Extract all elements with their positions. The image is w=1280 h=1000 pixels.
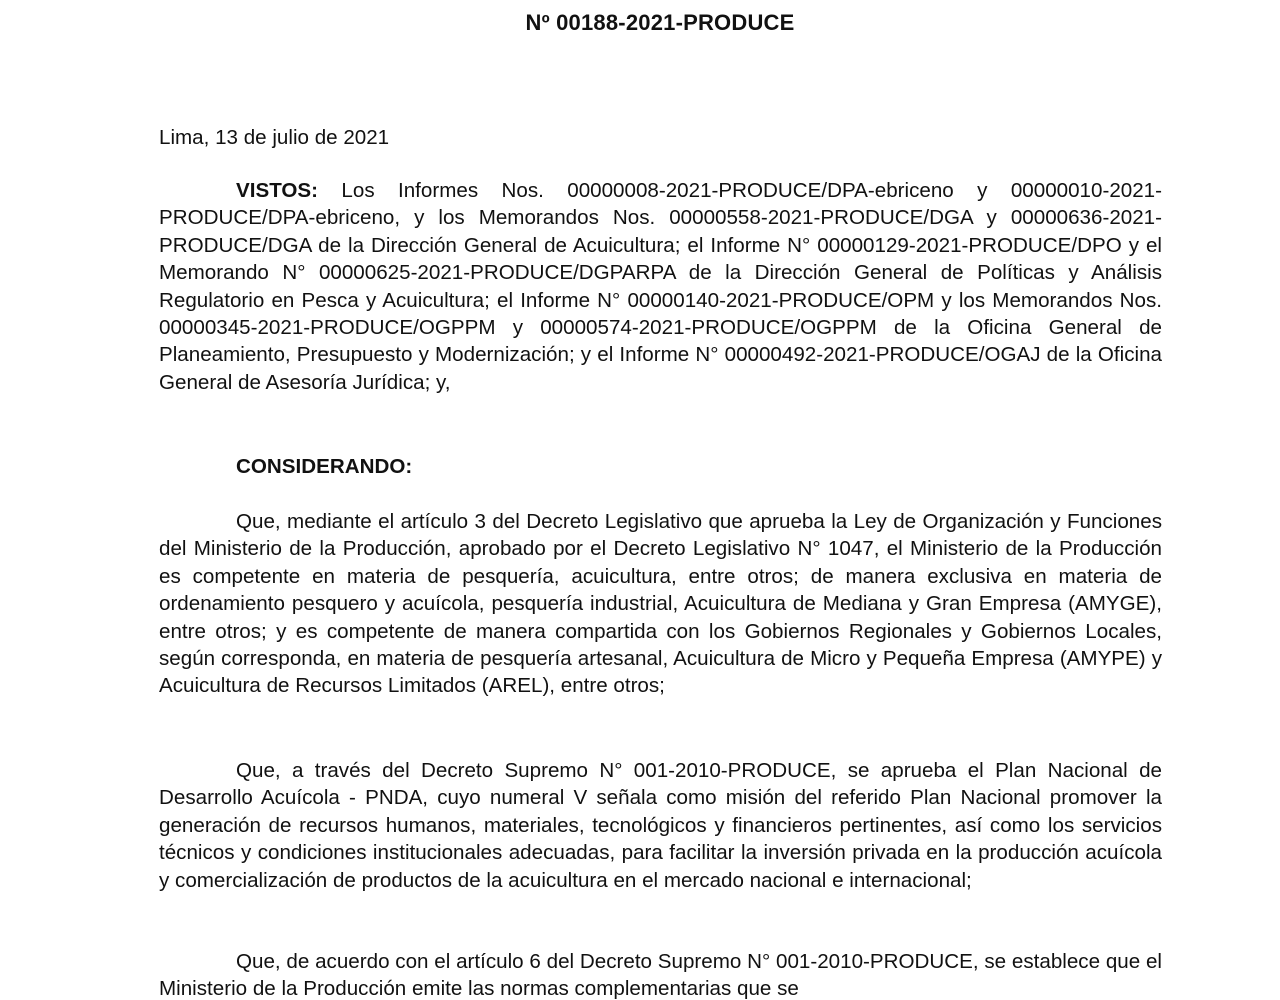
considerando-paragraph-3: Que, de acuerdo con el artículo 6 del Decreto Supremo N° 001-2010-PRODUCE, se establece que el Ministerio de la Producción emite las normas complementarias que se [159, 950, 1162, 1000]
document-number: Nº 00188-2021-PRODUCE [525, 10, 795, 35]
date-line: Lima, 13 de julio de 2021 [159, 126, 390, 149]
vistos-label: VISTOS: [236, 179, 319, 202]
vistos-paragraph [159, 177, 1162, 396]
considerando-paragraph-2: Que, a través del Decreto Supremo N° 001-2010-PRODUCE, se aprueba el Plan Nacional de Desarrollo Acuícola - PNDA, cuyo numeral V señala como misión del referido Plan Nacional promover la generación de recursos humanos, materiales, tecnológicos y financieros pertinentes, así como los servicios técnicos y condiciones institucionales adecuadas, para facilitar la inversión privada en la producción acuícola y comercialización de productos de la acuicultura en el mercado nacional e internacional; [159, 759, 1162, 892]
considerando-paragraph-1: Que, mediante el artículo 3 del Decreto Legislativo que aprueba la Ley de Organización y Funciones del Ministerio de la Producción, aprobado por el Decreto Legislativo N° 1047, el Ministerio de la Producción es competente en materia de pesquería, acuicultura, entre otros; de manera exclusiva en materia de ordenamiento pesquero y acuícola, pesquería industrial, Acuicultura de Mediana y Gran Empresa (AMYGE), entre otros; y es competente de manera compartida con los Gobiernos Regionales y Gobiernos Locales, según corresponda, en materia de pesquería artesanal, Acuicultura de Micro y Pequeña Empresa (AMYPE) y Acuicultura de Recursos Limitados (AREL), entre otros; [159, 510, 1162, 698]
considerando-heading: CONSIDERANDO: [236, 455, 413, 478]
vistos-text: Los Informes Nos. 00000008-2021-PRODUCE/DPA-ebriceno y 00000010-2021-PRODUCE/DPA-ebriceno, y los Memorandos Nos. 00000558-2021-PRODUCE/DGA y 00000636-2021-PRODUCE/DGA de la Dirección General de Acuicultura; el Informe N° 00000129-2021-PRODUCE/DPO y el Memorando N° 00000625-2021-PRODUCE/DGPARPA de la Dirección General de Políticas y Análisis Regulatorio en Pesca y Acuicultura; el Informe N° 00000140-2021-PRODUCE/OPM y los Memorandos Nos. 00000345-2021-PRODUCE/OGPPM y 00000574-2021-PRODUCE/OGPPM de la Oficina General de Planeamiento, Presupuesto y Modernización; y el Informe N° 00000492-2021-PRODUCE/OGAJ de la Oficina General de Asesoría Jurídica; y, [159, 179, 1162, 394]
